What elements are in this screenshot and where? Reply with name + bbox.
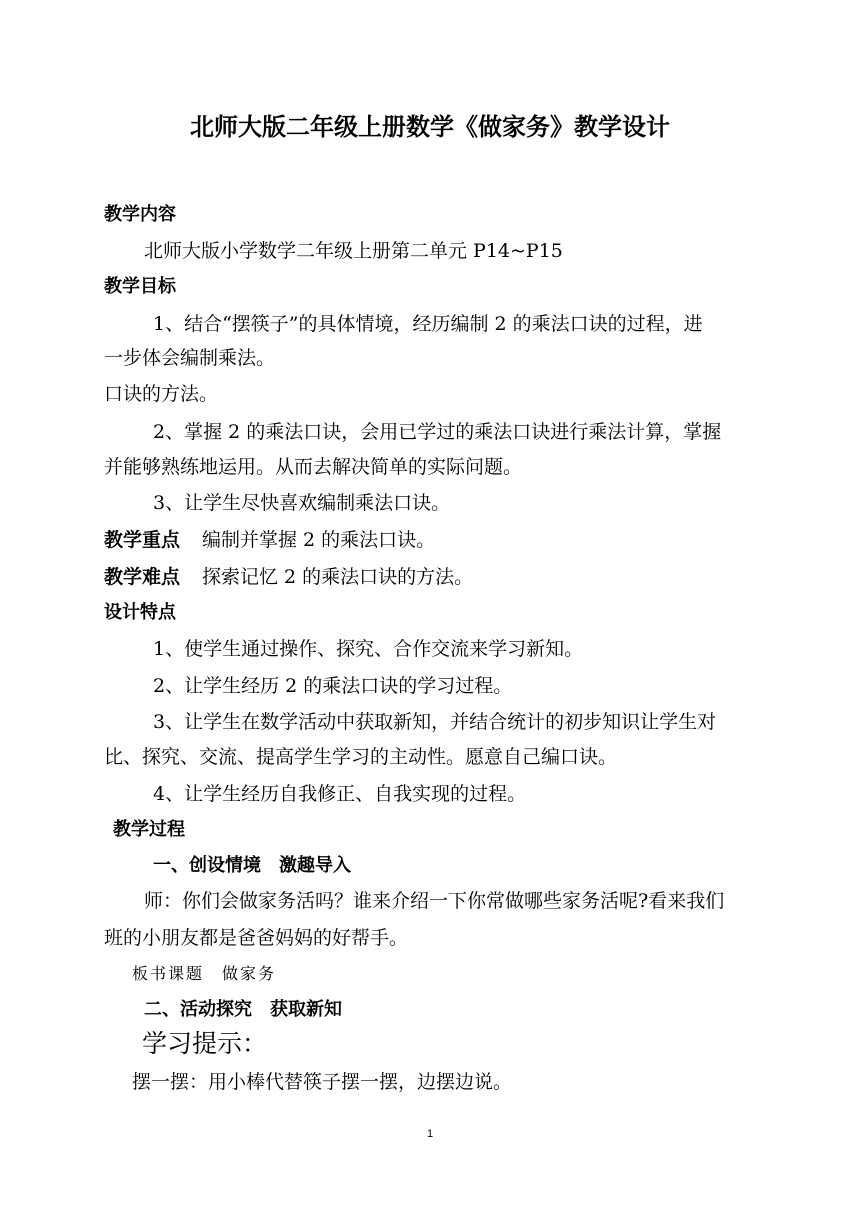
- feature-1: 1、使学生通过操作、探究、合作交流来学习新知。: [153, 638, 584, 660]
- objective-3: 3、让学生尽快喜欢编制乘法口诀。: [153, 492, 451, 514]
- board-title: 板书课题 做家务: [132, 964, 277, 983]
- key-point-label: 教学重点: [104, 529, 181, 551]
- difficulty-label: 教学难点: [104, 566, 181, 588]
- section-heading-objectives: 教学目标: [104, 276, 176, 297]
- hint-text: 摆一摆：用小棒代替筷子摆一摆，边摆边说。: [132, 1071, 513, 1093]
- document-title: 北师大版二年级上册数学《做家务》教学设计: [190, 113, 670, 141]
- section-heading-content: 教学内容: [104, 204, 176, 225]
- process-section-1: 一、创设情境 激趣导入: [153, 855, 351, 876]
- difficulty-row: [104, 564, 473, 590]
- page-number: 1: [426, 1128, 434, 1140]
- objective-1-line-2: 一步体会编制乘法。: [104, 347, 276, 369]
- hint-heading: 学习提示：: [142, 1029, 268, 1058]
- feature-3-line-2: 比、探究、交流、提高学生学习的主动性。愿意自己编口诀。: [104, 746, 618, 768]
- feature-2: 2、让学生经历 2 的乘法口诀的学习过程。: [153, 675, 513, 697]
- objective-2-line-1: 2、掌握 2 的乘法口诀，会用已学过的乘法口诀进行乘法计算，掌握: [153, 421, 722, 443]
- section-heading-process: 教学过程: [113, 819, 185, 840]
- objective-1-line-1: 1、结合“摆筷子”的具体情境，经历编制 2 的乘法口诀的过程，进: [153, 313, 703, 335]
- teacher-line-1: 师：你们会做家务活吗？谁来介绍一下你常做哪些家务活呢?看来我们: [144, 890, 725, 912]
- feature-4: 4、让学生经历自我修正、自我实现的过程。: [153, 783, 527, 805]
- objective-2-line-2: 并能够熟练地运用。从而去解决简单的实际问题。: [104, 456, 523, 478]
- process-section-2: 二、活动探究 获取新知: [144, 999, 342, 1020]
- section-heading-features: 设计特点: [104, 602, 176, 623]
- key-point-text: 编制并掌握 2 的乘法口诀。: [202, 529, 436, 551]
- objective-1-line-3: 口诀的方法。: [104, 383, 219, 405]
- difficulty-text: 探索记忆 2 的乘法口诀的方法。: [202, 566, 474, 588]
- key-point-row: [104, 527, 435, 553]
- feature-3-line-1: 3、让学生在数学活动中获取新知，并结合统计的初步知识让学生对: [153, 711, 717, 733]
- content-text: 北师大版小学数学二年级上册第二单元 P14~P15: [144, 240, 563, 262]
- teacher-line-2: 班的小朋友都是爸爸妈妈的好帮手。: [104, 927, 409, 949]
